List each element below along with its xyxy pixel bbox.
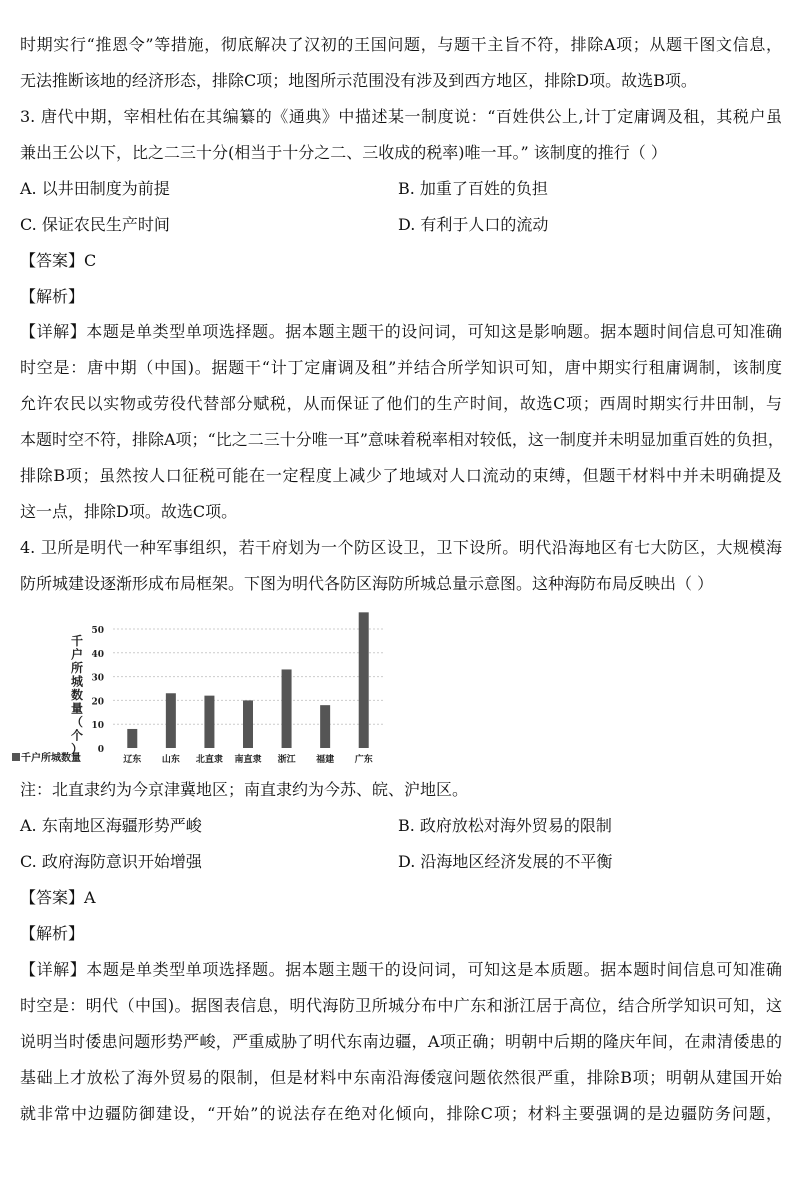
bar-浙江 — [282, 669, 292, 748]
x-tick-label: 辽东 — [123, 755, 142, 765]
q3-option-c: C. 保证农民生产时间 — [20, 215, 170, 234]
q4-note: 注：北直隶约为今京津冀地区；南直隶约为今苏、皖、沪地区。 — [20, 780, 469, 799]
q4-option-d: D. 沿海地区经济发展的不平衡 — [398, 852, 613, 871]
x-tick-label: 南直隶 — [234, 755, 262, 765]
q3-option-b: B. 加重了百姓的负担 — [398, 179, 548, 198]
q4-option-b: B. 政府放松对海外贸易的限制 — [398, 816, 612, 835]
x-tick-label: 福建 — [316, 755, 335, 765]
y-tick-label: 50 — [91, 626, 104, 636]
q4-option-a: A. 东南地区海疆形势严峻 — [20, 816, 202, 835]
bar-南直隶 — [243, 700, 253, 748]
x-tick-label: 北直隶 — [195, 755, 223, 765]
x-tick-label: 广东 — [354, 755, 373, 765]
q3-detail-line: 本题时空不符，排除A项；“比之二三十分唯一耳”意味着税率相对较低，这一制度并未明显加重百姓的负担， — [20, 430, 784, 449]
prev-analysis-line: 时期实行“推恩令”等措施，彻底解决了汉初的王国问题，与题干主旨不符，排除A项；从题干图文信息， — [20, 35, 782, 54]
x-tick-label: 浙江 — [277, 755, 296, 765]
q3-analysis-label: 【解析】 — [20, 287, 85, 306]
q3-detail-line: 这一点，排除D项。故选C项。 — [20, 502, 238, 521]
bar-山东 — [166, 693, 176, 748]
q4-detail-line: 就非常中边疆防御建设，“开始”的说法存在绝对化倾向，排除C项；材料主要强调的是边疆防务问题， — [20, 1104, 782, 1123]
q3-stem-line: 兼出王公以下，比之二三十分(相当于十分之二、三收成的税率)唯一耳。” 该制度的推行（ ） — [20, 143, 667, 162]
legend-swatch — [12, 753, 20, 761]
q3-stem-line: 3. 唐代中期，宰相杜佑在其编纂的《通典》中描述某一制度说：“百姓供公上,计丁定庸调及租，其税户虽 — [20, 107, 782, 126]
q3-detail-line: 【详解】本题是单类型单项选择题。据本题主题干的设问词，可知这是影响题。据本题时间信息可知准确 — [20, 322, 782, 341]
bar-福建 — [320, 705, 330, 748]
prev-analysis-line: 无法推断该地的经济形态，排除C项；地图所示范围没有涉及到西方地区，排除D项。故选B项。 — [20, 71, 697, 90]
bar-广东 — [359, 612, 369, 748]
y-tick-label: 30 — [91, 673, 104, 684]
bar-chart — [0, 605, 400, 780]
q4-detail-line: 【详解】本题是单类型单项选择题。据本题主题干的设问词，可知这是本质题。据本题时间信息可知准确 — [20, 960, 782, 979]
q3-option-a: A. 以井田制度为前提 — [20, 179, 170, 198]
y-axis-label: 千户所城数量（个） — [70, 634, 84, 756]
q3-detail-line: 允许农民以实物或劳役代替部分赋税，从而保证了他们的生产时间，故选C项；西周时期实行井田制，与 — [20, 394, 782, 413]
legend-label: 千户所城数量 — [21, 753, 81, 764]
q4-option-c: C. 政府海防意识开始增强 — [20, 852, 202, 871]
q4-stem-line: 防所城建设逐渐形成布局框架。下图为明代各防区海防所城总量示意图。这种海防布局反映出（ ） — [20, 574, 714, 593]
y-tick-label: 10 — [91, 721, 104, 732]
q3-answer: 【答案】C — [20, 251, 97, 270]
q4-analysis-label: 【解析】 — [20, 924, 85, 943]
y-tick-label: 40 — [91, 649, 104, 660]
q4-stem-line: 4. 卫所是明代一种军事组织，若干府划为一个防区设卫，卫下设所。明代沿海地区有七大防区，大规模海 — [20, 538, 782, 557]
q3-detail-line: 时空是：唐中期（中国)。据题干“计丁定庸调及租”并结合所学知识可知，唐中期实行租庸调制，该制度 — [20, 358, 782, 377]
y-tick-label: 0 — [97, 745, 104, 755]
q4-answer: 【答案】A — [20, 888, 96, 907]
q3-detail-line: 排除B项；虽然按人口征税可能在一定程度上减少了地域对人口流动的束缚，但题干材料中并未明确提及 — [20, 466, 782, 485]
bar-北直隶 — [204, 696, 214, 748]
q4-detail-line: 基础上才放松了海外贸易的限制，但是材料中东南沿海倭寇问题依然很严重，排除B项；明朝从建国开始 — [20, 1068, 782, 1087]
q3-option-d: D. 有利于人口的流动 — [398, 215, 549, 234]
q4-detail-line: 时空是：明代（中国)。据图表信息，明代海防卫所城分布中广东和浙江居于高位，结合所学知识可知，这 — [20, 996, 782, 1015]
bar-辽东 — [127, 729, 137, 748]
x-tick-label: 山东 — [161, 755, 180, 765]
y-tick-label: 20 — [91, 697, 104, 708]
q4-detail-line: 说明当时倭患问题形势严峻，严重威胁了明代东南边疆，A项正确；明朝中后期的隆庆年间，在肃清倭患的 — [20, 1032, 782, 1051]
